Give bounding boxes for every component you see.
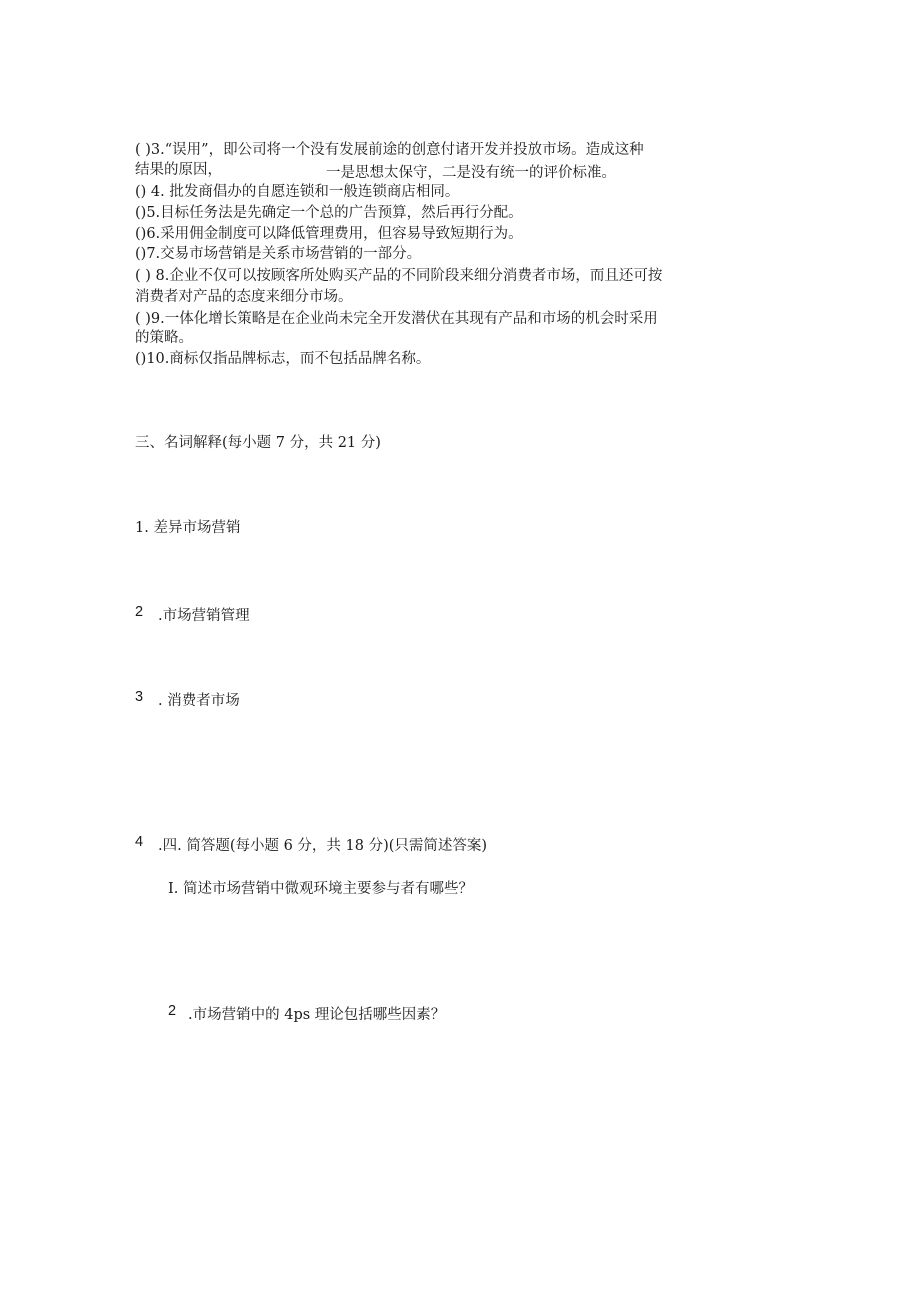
question-3-line-2a: 结果的原因， — [135, 162, 222, 178]
short-answer-question-1: I. 简述市场营销中微观环境主要参与者有哪些？ — [168, 881, 473, 897]
short-answer-question-2: .市场营销中的 4ps 理论包括哪些因素？ — [188, 1007, 446, 1023]
short-answer-question-2-number: 2 — [168, 1003, 177, 1019]
term-item-2-number: 2 — [135, 604, 144, 620]
question-7: ()7.交易市场营销是关系市场营销的一部分。 — [135, 246, 422, 262]
short-answer-heading-number: 4 — [135, 834, 144, 850]
term-item-1: 1. 差异市场营销 — [135, 520, 241, 536]
question-8-line-2: 消费者对产品的态度来细分市场。 — [135, 289, 353, 305]
term-item-3-text: . 消费者市场 — [158, 693, 240, 709]
question-8-line-1: ( ) 8.企业不仅可以按顾客所处购买产品的不同阶段来细分消费者市场，而且还可按 — [135, 268, 663, 284]
question-6: ()6.采用佣金制度可以降低管理费用，但容易导致短期行为。 — [135, 226, 523, 242]
question-5: ()5.目标任务法是先确定一个总的广告预算，然后再行分配。 — [135, 205, 523, 221]
question-10: ()10.商标仅指品牌标志，而不包括品牌名称。 — [135, 351, 431, 367]
question-9-line-2: 的策略。 — [135, 330, 193, 346]
question-3-line-1: ( )3.“误用”，即公司将一个没有发展前途的创意付诸开发并投放市场。造成这种 — [135, 142, 644, 158]
short-answer-heading: .四. 简答题(每小题 6 分，共 18 分)(只需简述答案) — [158, 838, 488, 854]
term-item-3-number: 3 — [135, 689, 144, 705]
question-9-line-1: ( )9.一体化增长策略是在企业尚未完全开发潜伏在其现有产品和市场的机会时采用 — [135, 311, 658, 327]
question-4: () 4. 批发商倡办的自愿连锁和一般连锁商店相同。 — [135, 184, 460, 200]
question-3-line-2b: 一是思想太保守，二是没有统一的评价标准。 — [326, 165, 616, 181]
terms-heading: 三、名词解释(每小题 7 分，共 21 分) — [135, 435, 381, 451]
term-item-2-text: .市场营销管理 — [158, 608, 250, 624]
